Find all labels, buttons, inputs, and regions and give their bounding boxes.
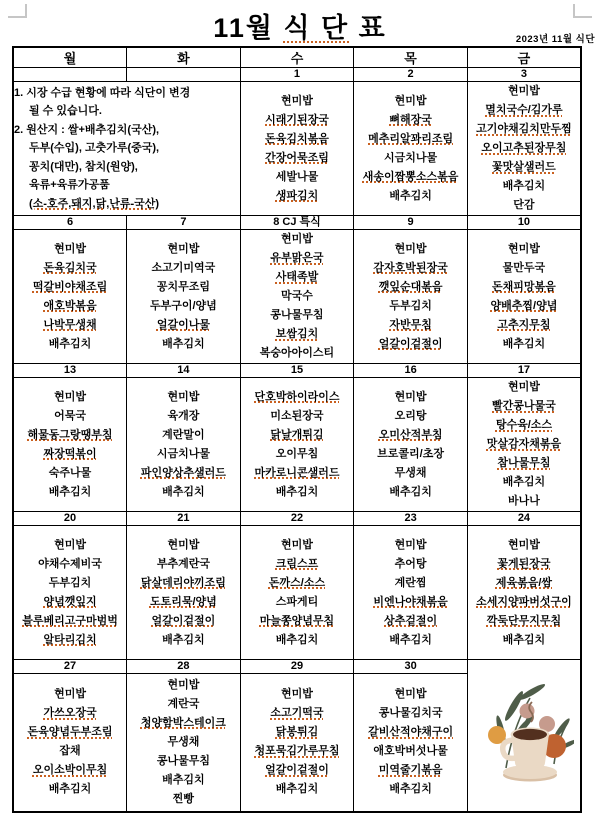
menu-item: 갈비산적야채구이 <box>368 726 454 739</box>
notice-line: 두부(수입), 고춧가루(중국), <box>29 142 160 155</box>
menu-item: 현미밥 <box>54 688 86 701</box>
date-cell <box>13 68 127 82</box>
menu-item: 현미밥 <box>394 390 427 403</box>
menu-list <box>241 92 354 206</box>
date-cell: 2 <box>354 68 468 82</box>
menu-cell <box>127 674 241 812</box>
menu-item: 얼갈이나물 <box>156 318 210 331</box>
menu-list <box>354 685 467 799</box>
menu-item: 가쓰오장국 <box>43 707 97 720</box>
date-cell: 27 <box>13 660 127 674</box>
menu-item: 배추김치 <box>48 337 92 350</box>
menu-list <box>127 240 240 354</box>
menu-item: 깍둑단무지무침 <box>486 614 562 627</box>
menu-item: 소세지양파버섯구이 <box>476 595 572 608</box>
menu-item: 현미밥 <box>54 242 86 255</box>
date-cell <box>127 68 241 82</box>
menu-item: 고기야채김치만두찜 <box>476 123 572 135</box>
menu-item: 브로콜리/초장 <box>377 447 444 460</box>
menu-list <box>241 685 354 799</box>
menu-item: 단호박하이라이스 <box>254 390 340 403</box>
menu-item: 멸치국수/김가루 <box>485 104 563 116</box>
menu-item: 마늘쫑양념무침 <box>259 614 335 627</box>
menu-cell <box>467 230 581 364</box>
menu-item: 물만두국 <box>502 261 546 274</box>
day-header-0: 월 <box>13 47 127 68</box>
page-title <box>0 6 600 45</box>
menu-item: 소고기미역국 <box>151 261 216 274</box>
menu-list <box>241 230 354 363</box>
menu-item: 현미밥 <box>507 85 540 97</box>
menu-item: 꽃맛살샐러드 <box>492 161 556 173</box>
menu-list <box>468 240 580 354</box>
menu-item: 무생채 <box>167 735 200 748</box>
menu-item: 감자호박된장국 <box>373 261 448 274</box>
date-cell: 8 CJ 특식 <box>240 216 354 230</box>
menu-item: 마카로니콘샐러드 <box>254 466 340 479</box>
menu-item: 돈까스/소스 <box>268 576 326 589</box>
day-header-1: 화 <box>127 47 241 68</box>
date-row-week-3 <box>13 364 581 378</box>
menu-item: 오이고추된장무침 <box>481 142 567 154</box>
menu-item: 얼갈이겉절이 <box>378 337 443 350</box>
menu-item: 배추김치 <box>389 189 432 202</box>
menu-cell <box>127 230 241 364</box>
menu-item: 보쌈김치 <box>275 328 319 340</box>
menu-item: 스파게티 <box>275 595 319 608</box>
menu-item: 현미밥 <box>394 538 427 551</box>
menu-item: 배추김치 <box>162 485 205 498</box>
menu-item: 현미밥 <box>167 390 200 403</box>
menu-item: 배추김치 <box>162 633 205 646</box>
day-header-3: 목 <box>354 47 468 68</box>
menu-cell <box>354 230 468 364</box>
coffee-illustration-cell <box>467 660 581 812</box>
menu-cell <box>127 378 241 512</box>
menu-list <box>14 536 126 650</box>
menu-list <box>354 240 467 354</box>
menu-item: 시래기된장국 <box>265 113 329 126</box>
menu-item: 꽁치무조림 <box>156 280 210 293</box>
menu-item: 막국수 <box>281 290 313 302</box>
menu-item: 배추김치 <box>48 783 92 796</box>
menu-list <box>14 240 126 354</box>
menu-item: 뼈해장국 <box>389 113 432 126</box>
menu-item: 현미밥 <box>167 538 200 551</box>
menu-item: 닭살데리야끼조림 <box>140 576 226 589</box>
date-row-week-5 <box>13 660 581 674</box>
menu-item: 잡채 <box>59 745 81 758</box>
menu-cell <box>354 378 468 512</box>
menu-item: 돈육김치볶음 <box>265 132 329 145</box>
menu-item: 청양함박스테이크 <box>140 716 226 729</box>
menu-item: 상추겉절이 <box>384 614 438 627</box>
meal-table-body <box>13 68 581 812</box>
menu-item: 애호박볶음 <box>43 299 97 312</box>
menu-item: 바나나 <box>507 495 540 507</box>
menu-item: 현미밥 <box>507 538 540 551</box>
menu-item: 현미밥 <box>507 242 540 255</box>
date-cell: 16 <box>354 364 468 378</box>
menu-item: 배추김치 <box>162 337 205 350</box>
menu-item: 배추김치 <box>275 783 319 796</box>
date-cell: 23 <box>354 512 468 526</box>
page-title-marked: 식 단 <box>283 13 350 43</box>
menu-item: 현미밥 <box>54 538 86 551</box>
menu-cell <box>13 526 127 660</box>
menu-item: 양념깻잎지 <box>43 595 97 608</box>
menu-item: 계란국 <box>167 697 200 710</box>
menu-item: 애호박버섯나물 <box>373 745 448 758</box>
menu-item: 세발나물 <box>275 170 319 183</box>
menu-item: 시금치나물 <box>156 447 210 460</box>
menu-item: 유부맑은국 <box>270 252 324 264</box>
menu-item: 얼갈이겉절이 <box>151 614 216 627</box>
menu-item: 해물동그랑땡부침 <box>27 428 113 441</box>
date-cell: 13 <box>13 364 127 378</box>
menu-cell <box>467 526 581 660</box>
date-cell: 20 <box>13 512 127 526</box>
date-cell: 21 <box>127 512 241 526</box>
menu-list <box>241 388 354 502</box>
menu-cell <box>13 674 127 812</box>
menu-cell <box>354 82 468 216</box>
menu-item: 청포묵김가루무침 <box>254 745 340 758</box>
menu-row-week-3 <box>13 378 581 512</box>
menu-cell <box>127 526 241 660</box>
menu-item: 미역줄기볶음 <box>378 764 443 777</box>
notice-line: 육류+육류가공품 <box>29 179 110 192</box>
menu-item: 미소된장국 <box>270 409 324 422</box>
menu-item: 꽃게된장국 <box>497 557 551 570</box>
notice-line: 2. 원산지 : 쌀+배추김치(국산), <box>14 123 160 136</box>
menu-list <box>468 536 580 650</box>
menu-item: 참나물무침 <box>497 457 551 469</box>
menu-list <box>354 388 467 502</box>
menu-item: 현미밥 <box>54 390 86 403</box>
menu-item: 콩나물무침 <box>156 754 210 767</box>
menu-item: 배추김치 <box>48 485 92 498</box>
menu-item: 메추리알꽈리조림 <box>368 132 454 145</box>
menu-item: 현미밥 <box>281 94 313 107</box>
menu-cell <box>13 378 127 512</box>
date-cell: 7 <box>127 216 241 230</box>
menu-item: 배추김치 <box>275 633 319 646</box>
menu-item: 돈채피망볶음 <box>492 280 556 293</box>
menu-item: 배추김치 <box>389 783 432 796</box>
menu-list <box>354 92 467 206</box>
menu-item: 양배추찜/양념 <box>490 299 558 312</box>
menu-row-week-2 <box>13 230 581 364</box>
menu-cell <box>354 526 468 660</box>
menu-cell <box>240 230 354 364</box>
menu-item: 닭날개튀김 <box>270 428 324 441</box>
date-cell: 14 <box>127 364 241 378</box>
menu-item: 현미밥 <box>167 242 200 255</box>
menu-item: 복숭아아이스티 <box>259 347 335 359</box>
menu-item: 자반무침 <box>389 318 432 331</box>
menu-item: 육개장 <box>167 409 200 422</box>
menu-item: 콩나물무침 <box>270 309 324 321</box>
menu-item: 돈육양념두부조림 <box>27 726 113 739</box>
menu-item: 어묵국 <box>54 409 86 422</box>
menu-cell <box>240 82 354 216</box>
menu-item: 크림스프 <box>275 557 319 570</box>
date-cell: 9 <box>354 216 468 230</box>
menu-item: 배추김치 <box>389 633 432 646</box>
menu-item: 제육볶음/쌈 <box>495 576 553 589</box>
menu-item: 파인양상추샐러드 <box>140 466 226 479</box>
menu-item: 사태족발 <box>275 271 319 283</box>
menu-item: 소고기떡국 <box>270 707 324 720</box>
date-cell: 29 <box>240 660 354 674</box>
date-cell: 10 <box>467 216 581 230</box>
menu-list <box>468 82 580 215</box>
menu-item: 간장어묵조림 <box>265 151 329 164</box>
menu-list <box>127 388 240 502</box>
menu-item: 배추김치 <box>502 180 546 192</box>
date-row-week-1 <box>13 68 581 82</box>
menu-item: 떡갈비야채조림 <box>32 280 108 293</box>
date-cell: 17 <box>467 364 581 378</box>
menu-item: 나박무생채 <box>43 318 97 331</box>
menu-cell <box>13 230 127 364</box>
menu-list <box>468 378 580 511</box>
date-cell: 30 <box>354 660 468 674</box>
menu-item: 두부구이/양념 <box>149 299 217 312</box>
menu-item: 짜장떡볶이 <box>43 447 97 460</box>
menu-cell <box>467 82 581 216</box>
menu-list <box>14 388 126 502</box>
menu-item: 찐빵 <box>172 792 195 805</box>
menu-item: 배추김치 <box>162 773 205 786</box>
menu-item: 두부김치 <box>389 299 432 312</box>
menu-list <box>241 536 354 650</box>
menu-item: 콩나물김치국 <box>378 707 443 720</box>
menu-item: 현미밥 <box>507 381 540 393</box>
menu-item: 새송이짬뽕소스볶음 <box>362 170 459 183</box>
date-cell: 3 <box>467 68 581 82</box>
menu-item: 현미밥 <box>394 242 427 255</box>
date-cell: 22 <box>240 512 354 526</box>
menu-item: 생파김치 <box>275 189 319 202</box>
menu-item: 현미밥 <box>394 688 427 701</box>
menu-item: 빨간콩나물국 <box>492 400 556 412</box>
menu-cell <box>354 674 468 812</box>
menu-cell <box>240 674 354 812</box>
page-title-suffix: 표 <box>349 13 387 43</box>
menu-item: 깻잎순대볶음 <box>378 280 443 293</box>
notice-line: 꽁치(대만), 참치(원양), <box>29 160 138 173</box>
menu-item: 맛살감자채볶음 <box>486 438 562 450</box>
day-header-4: 금 <box>467 47 581 68</box>
menu-item: 오이무침 <box>275 447 319 460</box>
menu-row-week-1 <box>13 82 581 216</box>
menu-item: 배추김치 <box>502 633 546 646</box>
date-cell: 15 <box>240 364 354 378</box>
menu-item: 오이소박이무침 <box>32 764 108 777</box>
menu-row-week-4 <box>13 526 581 660</box>
menu-item: 탕수육/소스 <box>495 419 553 431</box>
menu-item: 블루베리고구마범벅 <box>22 614 118 627</box>
date-row-week-2 <box>13 216 581 230</box>
date-row-week-4 <box>13 512 581 526</box>
menu-item: 배추김치 <box>275 485 319 498</box>
menu-list <box>14 685 126 799</box>
menu-item: 닭봉튀김 <box>275 726 319 739</box>
menu-item: 계란찜 <box>394 576 427 589</box>
notice-cell <box>13 82 240 216</box>
menu-item: 계란말이 <box>162 428 205 441</box>
menu-list <box>127 676 240 809</box>
date-cell: 24 <box>467 512 581 526</box>
menu-item: 알타리김치 <box>43 633 97 646</box>
meal-table <box>12 46 582 813</box>
menu-item: 오미산적부침 <box>378 428 443 441</box>
menu-item: 도토리묵/양념 <box>149 595 217 608</box>
menu-item: 현미밥 <box>394 94 427 107</box>
menu-list <box>354 536 467 650</box>
menu-cell <box>240 378 354 512</box>
menu-cell <box>467 378 581 512</box>
menu-item: 배추김치 <box>502 337 546 350</box>
menu-item: 야채수제비국 <box>38 557 102 570</box>
page-title-prefix: 11월 <box>213 13 284 43</box>
date-cell: 1 <box>240 68 354 82</box>
menu-item: 추어탕 <box>394 557 427 570</box>
menu-item: 현미밥 <box>281 538 313 551</box>
menu-item: 비엔나야채볶음 <box>373 595 448 608</box>
menu-item: 현미밥 <box>167 678 200 691</box>
date-cell: 6 <box>13 216 127 230</box>
menu-item: 오리탕 <box>394 409 427 422</box>
menu-cell <box>240 526 354 660</box>
menu-item: 고추지무침 <box>497 318 551 331</box>
menu-item: 배추김치 <box>389 485 432 498</box>
notice-line: 될 수 있습니다. <box>29 105 102 118</box>
document-subtitle: 2023년 11월 식단 <box>515 34 595 45</box>
notice-line: (소-호주,돼지,닭,난류-국산) <box>29 197 160 210</box>
menu-item: 무생채 <box>394 466 427 479</box>
menu-item: 돈육김치국 <box>43 261 97 274</box>
notice-line: 1. 시장 수급 현황에 따라 식단이 변경 <box>14 86 191 99</box>
menu-list <box>127 536 240 650</box>
coffee-cup-illustration <box>474 672 574 794</box>
menu-item: 현미밥 <box>281 233 313 245</box>
menu-item: 숙주나물 <box>48 466 92 479</box>
menu-item: 시금치나물 <box>384 151 438 164</box>
menu-item: 얼갈이겉절이 <box>265 764 329 777</box>
day-header-2: 수 <box>240 47 354 68</box>
menu-item: 현미밥 <box>281 688 313 701</box>
menu-item: 부추계란국 <box>156 557 210 570</box>
menu-item: 단감 <box>513 199 535 211</box>
date-cell: 28 <box>127 660 241 674</box>
menu-item: 두부김치 <box>48 576 92 589</box>
menu-item: 배추김치 <box>502 476 546 488</box>
day-header-row <box>13 47 581 68</box>
